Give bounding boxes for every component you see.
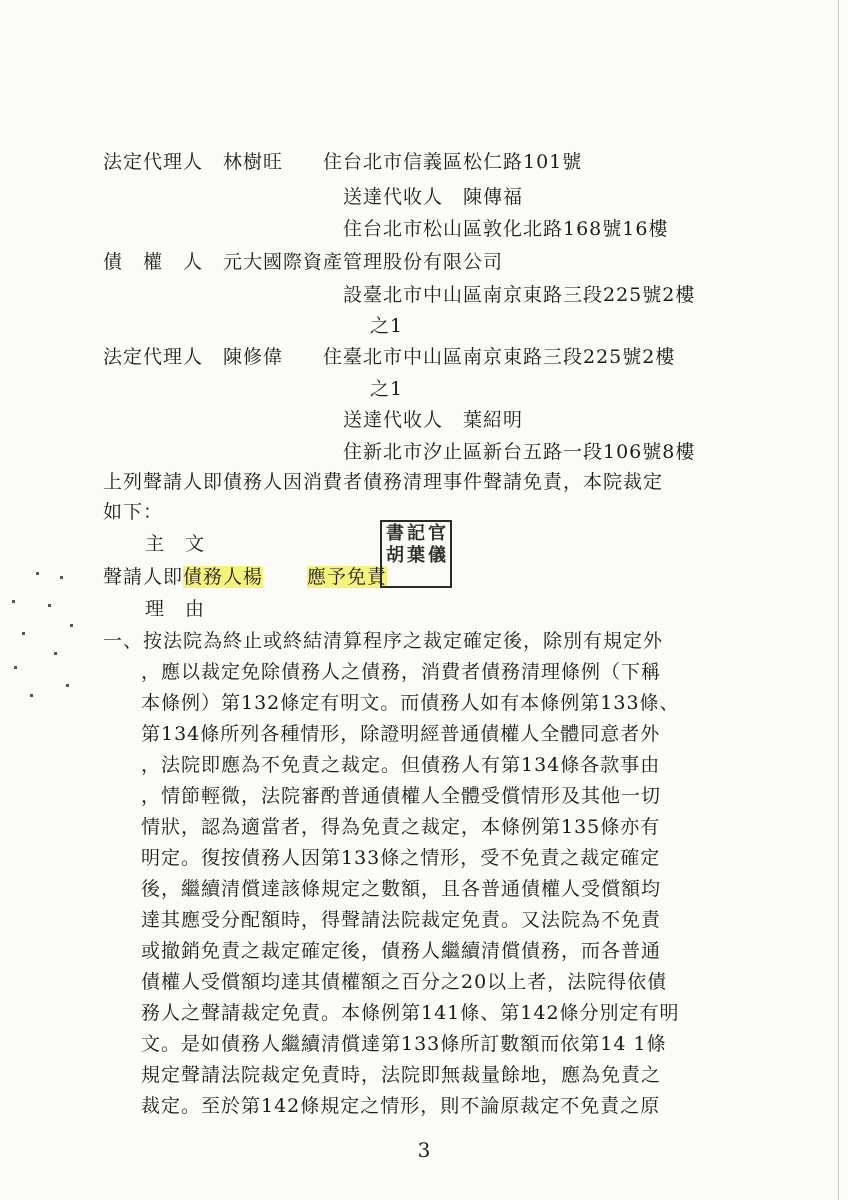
scan-dot-marks [0,566,90,701]
ruling-debtor-highlight: 債務人楊 [183,566,264,588]
address-line-1: 住台北市松山區敦化北路168號16樓 [343,218,669,240]
main-text-heading: 主 文 [145,533,206,555]
ruling-prefix: 聲請人即 [103,566,184,588]
intro-line-cont: 如下： [103,501,164,523]
reason-line: ，情節輕微，法院審酌普通債權人全體受償情形及其他一切 [141,785,662,807]
reason-line: 債權人受償額均達其債權額之百分之20以上者，法院得依債 [141,971,668,993]
reason-heading: 理 由 [145,598,206,620]
creditor-address-cont: 之1 [370,315,404,337]
seal-char: 儀 [428,545,446,566]
page-edge [838,0,839,1200]
ruling-line [103,565,387,589]
reason-line: 情狀，認為適當者，得為免責之裁定，本條例第135條亦有 [141,816,661,838]
seal-char: 葉 [407,545,425,566]
service-agent-line-2: 送達代收人 葉紹明 [343,409,524,431]
seal-char: 書 [386,523,404,544]
address-line-2: 住新北市汐止區新台五路一段106號8樓 [343,441,696,463]
reason-line: 第134條所列各種情形，除證明經普通債權人全體同意者外 [141,723,661,745]
reason-line: 一、按法院為終止或終結清算程序之裁定確定後，除別有規定外 [103,630,664,652]
service-agent-line-1: 送達代收人 陳傳福 [343,186,524,208]
clerk-seal-stamp [380,520,452,588]
legal-rep-address-cont: 之1 [370,378,404,400]
reason-line: ，應以裁定免除債務人之債務，消費者債務清理條例（下稱 [141,661,662,683]
creditor-address-line: 設臺北市中山區南京東路三段225號2樓 [343,284,696,306]
reason-line: 規定聲請法院裁定免責時，法院即無裁量餘地，應為免責之 [141,1064,662,1086]
ruling-decision-highlight: 應予免責 [307,566,388,588]
seal-char: 官 [428,523,446,544]
legal-rep-line-2: 法定代理人 陳修偉 住臺北市中山區南京東路三段225號2樓 [103,346,676,368]
reason-line: 後，繼續清償達該條規定之數額，且各普通債權人受償額均 [141,878,662,900]
reason-line: 務人之聲請裁定免責。本條例第141條、第142條分別定有明 [141,1002,680,1024]
reason-line: 明定。復按債務人因第133條之情形，受不免責之裁定確定 [141,847,661,869]
reason-line: 或撤銷免責之裁定確定後，債務人繼續清償債務，而各普通 [141,940,662,962]
seal-char: 記 [407,523,425,544]
intro-line: 上列聲請人即債務人因消費者債務清理事件聲請免責，本院裁定 [103,471,664,493]
reason-line: 裁定。至於第142條規定之情形，則不論原裁定不免責之原 [141,1095,661,1117]
page-number: 3 [417,1138,431,1162]
reason-line: 本條例）第132條定有明文。而債務人如有本條例第133條、 [141,692,680,714]
creditor-line: 債 權 人 元大國際資產管理股份有限公司 [103,251,504,273]
seal-char: 胡 [386,545,404,566]
reason-line: 達其應受分配額時，得聲請法院裁定免責。又法院為不免責 [141,909,662,931]
reason-line: ，法院即應為不免責之裁定。但債務人有第134條各款事由 [141,754,661,776]
reason-line: 文。是如債務人繼續清償達第133條所訂數額而依第14 1條 [141,1033,667,1055]
legal-rep-line-1: 法定代理人 林樹旺 住台北市信義區松仁路101號 [103,151,583,173]
